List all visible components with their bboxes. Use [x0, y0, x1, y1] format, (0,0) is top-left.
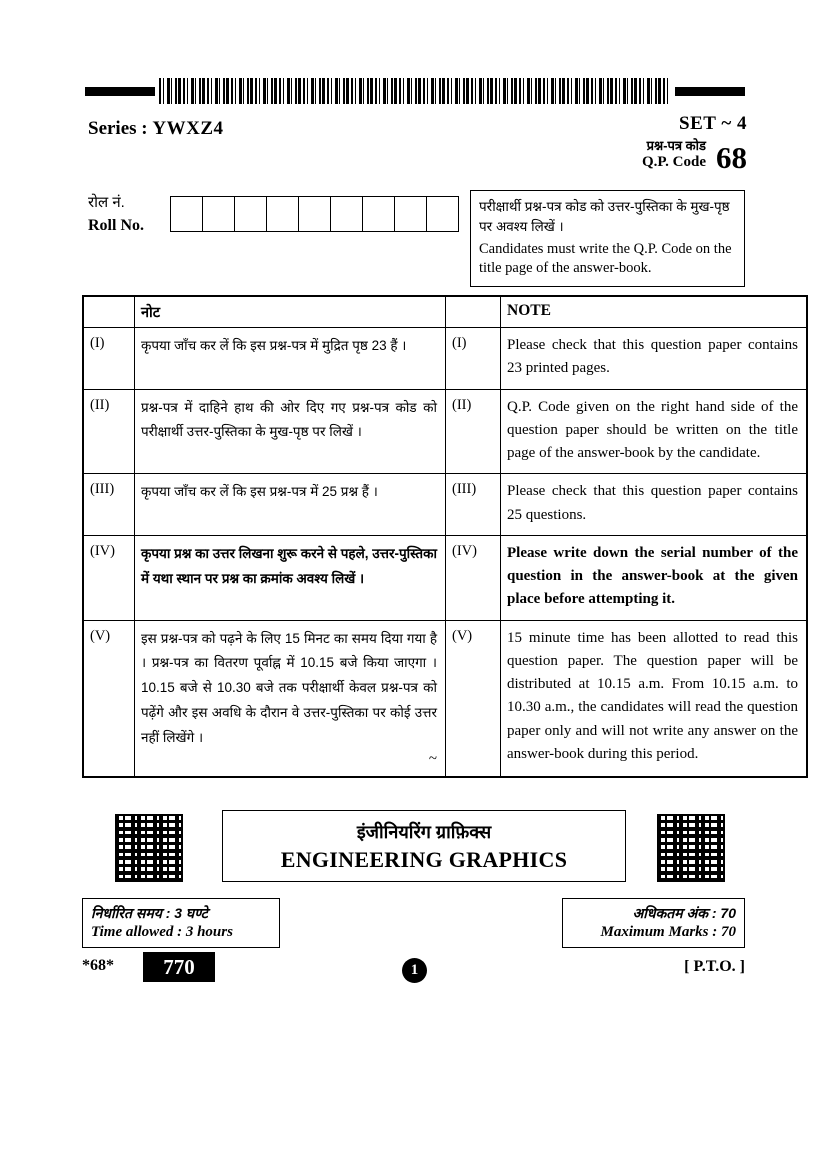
note-num-hindi-text: (I): [90, 335, 105, 351]
note-header-hindi: नोट: [141, 305, 161, 321]
set-label: SET ~ 4: [679, 113, 747, 134]
note-text-english: [501, 328, 808, 390]
table-row: [83, 474, 807, 536]
note-text-hindi: [135, 389, 446, 474]
roll-number-cell[interactable]: [363, 197, 395, 231]
qr-code-icon: [113, 812, 185, 884]
qp-code-notice-english: Candidates must write the Q.P. Code on the title page of the answer-book.: [479, 240, 732, 277]
footer-code: *68*: [82, 957, 114, 974]
note-num-english: [446, 474, 501, 536]
barcode-cap-right: [675, 87, 745, 96]
note-text-english-content: Q.P. Code given on the right hand side of the question paper should be written on the title page of the answer-book by the candidate.: [507, 398, 798, 461]
note-text-english-content: Please write down the serial number of the question in the answer-book at the given place before attempting it.: [507, 544, 798, 608]
note-text-hindi-content: कृपया प्रश्न का उत्तर लिखना शुरू करने से पहले, उत्तर-पुस्तिका में यथा स्थान पर प्रश्न का क्रमांक अवश्य लिखें ।: [141, 545, 437, 586]
note-num-hindi-text: (IV): [90, 542, 115, 559]
note-num-english-text: (III): [452, 481, 477, 498]
roll-number-cell[interactable]: [267, 197, 299, 231]
table-row-header: [83, 296, 807, 328]
note-num-english: [446, 620, 501, 777]
qp-code-notice-hindi: परीक्षार्थी प्रश्न-पत्र कोड को उत्तर-पुस्तिका के मुख-पृष्ठ पर अवश्य लिखें ।: [479, 199, 730, 235]
note-header-hindi-num-cell: [83, 296, 135, 328]
time-allowed-hindi: निर्धारित समय : 3 घण्टे: [91, 905, 208, 921]
note-text-english-content: Please check that this question paper contains 25 questions.: [507, 483, 798, 523]
table-row: [83, 535, 807, 620]
note-text-english: [501, 389, 808, 474]
note-text-hindi: [135, 474, 446, 536]
barcode: [85, 78, 745, 104]
note-header-english-cell: [501, 296, 808, 328]
note-text-english-content: 15 minute time has been allotted to read this question paper. The question paper will be distributed at 10.15 a.m. From 10.15 a.m. to 10.30 a.m., the candidates will read the question paper only and will not write any answer on the answer-book during this period.: [507, 629, 798, 762]
barcode-cap-left: [85, 87, 155, 96]
note-text-hindi-content: कृपया जाँच कर लें कि इस प्रश्न-पत्र में 25 प्रश्न हैं ।: [141, 484, 378, 500]
table-row: [83, 389, 807, 474]
qp-code-label-english: Q.P. Code: [641, 153, 706, 170]
note-text-hindi-content: प्रश्न-पत्र में दाहिने हाथ की ओर दिए गए प्रश्न-पत्र कोड को परीक्षार्थी उत्तर-पुस्तिका के मुख-पृष्ठ पर लिखें ।: [141, 399, 437, 440]
note-text-hindi: [135, 328, 446, 390]
note-header-english: NOTE: [507, 302, 551, 319]
footer-paper-number: 770: [143, 952, 215, 982]
qp-code-labels: [642, 139, 706, 173]
qp-code-label-hindi: प्रश्न-पत्र कोड: [646, 138, 706, 153]
note-num-english: [446, 535, 501, 620]
note-num-hindi-text: (II): [90, 396, 110, 413]
qp-code-notice: [470, 190, 745, 287]
note-num-hindi: [83, 328, 135, 390]
roll-number-cell[interactable]: [171, 197, 203, 231]
note-num-hindi: [83, 535, 135, 620]
note-num-hindi-text: (III): [90, 481, 115, 498]
note-header-english-num-cell: [446, 296, 501, 328]
note-num-hindi-text: (V): [90, 627, 111, 644]
maximum-marks-box: [562, 898, 745, 948]
note-num-english-text: (I): [452, 335, 467, 351]
time-allowed-english: Time allowed : 3 hours: [91, 924, 233, 940]
roll-number-label-english: Roll No.: [88, 216, 144, 234]
roll-number-input[interactable]: [170, 196, 459, 232]
note-text-english-content: Please check that this question paper contains 23 printed pages.: [507, 337, 798, 377]
series-line: [88, 118, 224, 140]
table-row: [83, 620, 807, 777]
table-row: [83, 328, 807, 390]
series-code: YWXZ4: [152, 118, 224, 139]
subject-title-box: [222, 810, 626, 882]
note-header-hindi-cell: [135, 296, 446, 328]
note-num-english-text: (IV): [452, 542, 477, 559]
roll-number-cell[interactable]: [235, 197, 267, 231]
subject-title-hindi: इंजीनियरिंग ग्राफ़िक्स: [356, 821, 492, 842]
note-num-english: [446, 328, 501, 390]
note-text-hindi: [135, 535, 446, 620]
maximum-marks-hindi: अधिकतम अंक : 70: [632, 905, 736, 921]
roll-number-label: [88, 192, 144, 237]
page-number: 1: [402, 958, 427, 983]
note-text-hindi-content: कृपया जाँच कर लें कि इस प्रश्न-पत्र में मुद्रित पृष्ठ 23 हैं ।: [141, 338, 407, 353]
note-num-english-text: (V): [452, 627, 473, 644]
roll-number-cell[interactable]: [299, 197, 331, 231]
pto-label: [ P.T.O. ]: [684, 958, 745, 975]
roll-number-label-hindi: रोल नं.: [88, 194, 125, 211]
note-num-english-text: (II): [452, 396, 472, 413]
note-table: [82, 295, 808, 778]
series-label: Series :: [88, 118, 148, 139]
qp-code-row: [487, 138, 747, 176]
qr-code-icon: [655, 812, 727, 884]
barcode-bars: [159, 78, 671, 104]
note-num-english: [446, 389, 501, 474]
note-text-english: [501, 535, 808, 620]
roll-number-cell[interactable]: [427, 197, 458, 231]
roll-number-cell[interactable]: [331, 197, 363, 231]
note-text-hindi: [135, 620, 446, 777]
note-num-hindi: [83, 620, 135, 777]
note-num-hindi: [83, 474, 135, 536]
roll-number-cell[interactable]: [203, 197, 235, 231]
qp-code-value: 68: [716, 140, 747, 176]
note-text-hindi-content: इस प्रश्न-पत्र को पढ़ने के लिए 15 मिनट का समय दिया गया है । प्रश्न-पत्र का वितरण पूर्वाह्न में 10.15 बजे किया जाएगा । 10.15 बजे से 10.30 बजे तक परीक्षार्थी केवल प्रश्न-पत्र को पढ़ेंगे और इस अवधि के दौरान वे उत्तर-पुस्तिका पर कोई उत्तर नहीं लिखेंगे ।: [141, 630, 437, 746]
roll-number-cell[interactable]: [395, 197, 427, 231]
subject-title-english: ENGINEERING GRAPHICS: [280, 846, 568, 872]
maximum-marks-english: Maximum Marks : 70: [600, 924, 736, 940]
note-text-english: [501, 474, 808, 536]
time-allowed-box: [82, 898, 280, 948]
set-block: [487, 113, 747, 176]
note-text-english: [501, 620, 808, 777]
note-num-hindi: [83, 389, 135, 474]
tilde-mark: ~: [428, 751, 437, 768]
